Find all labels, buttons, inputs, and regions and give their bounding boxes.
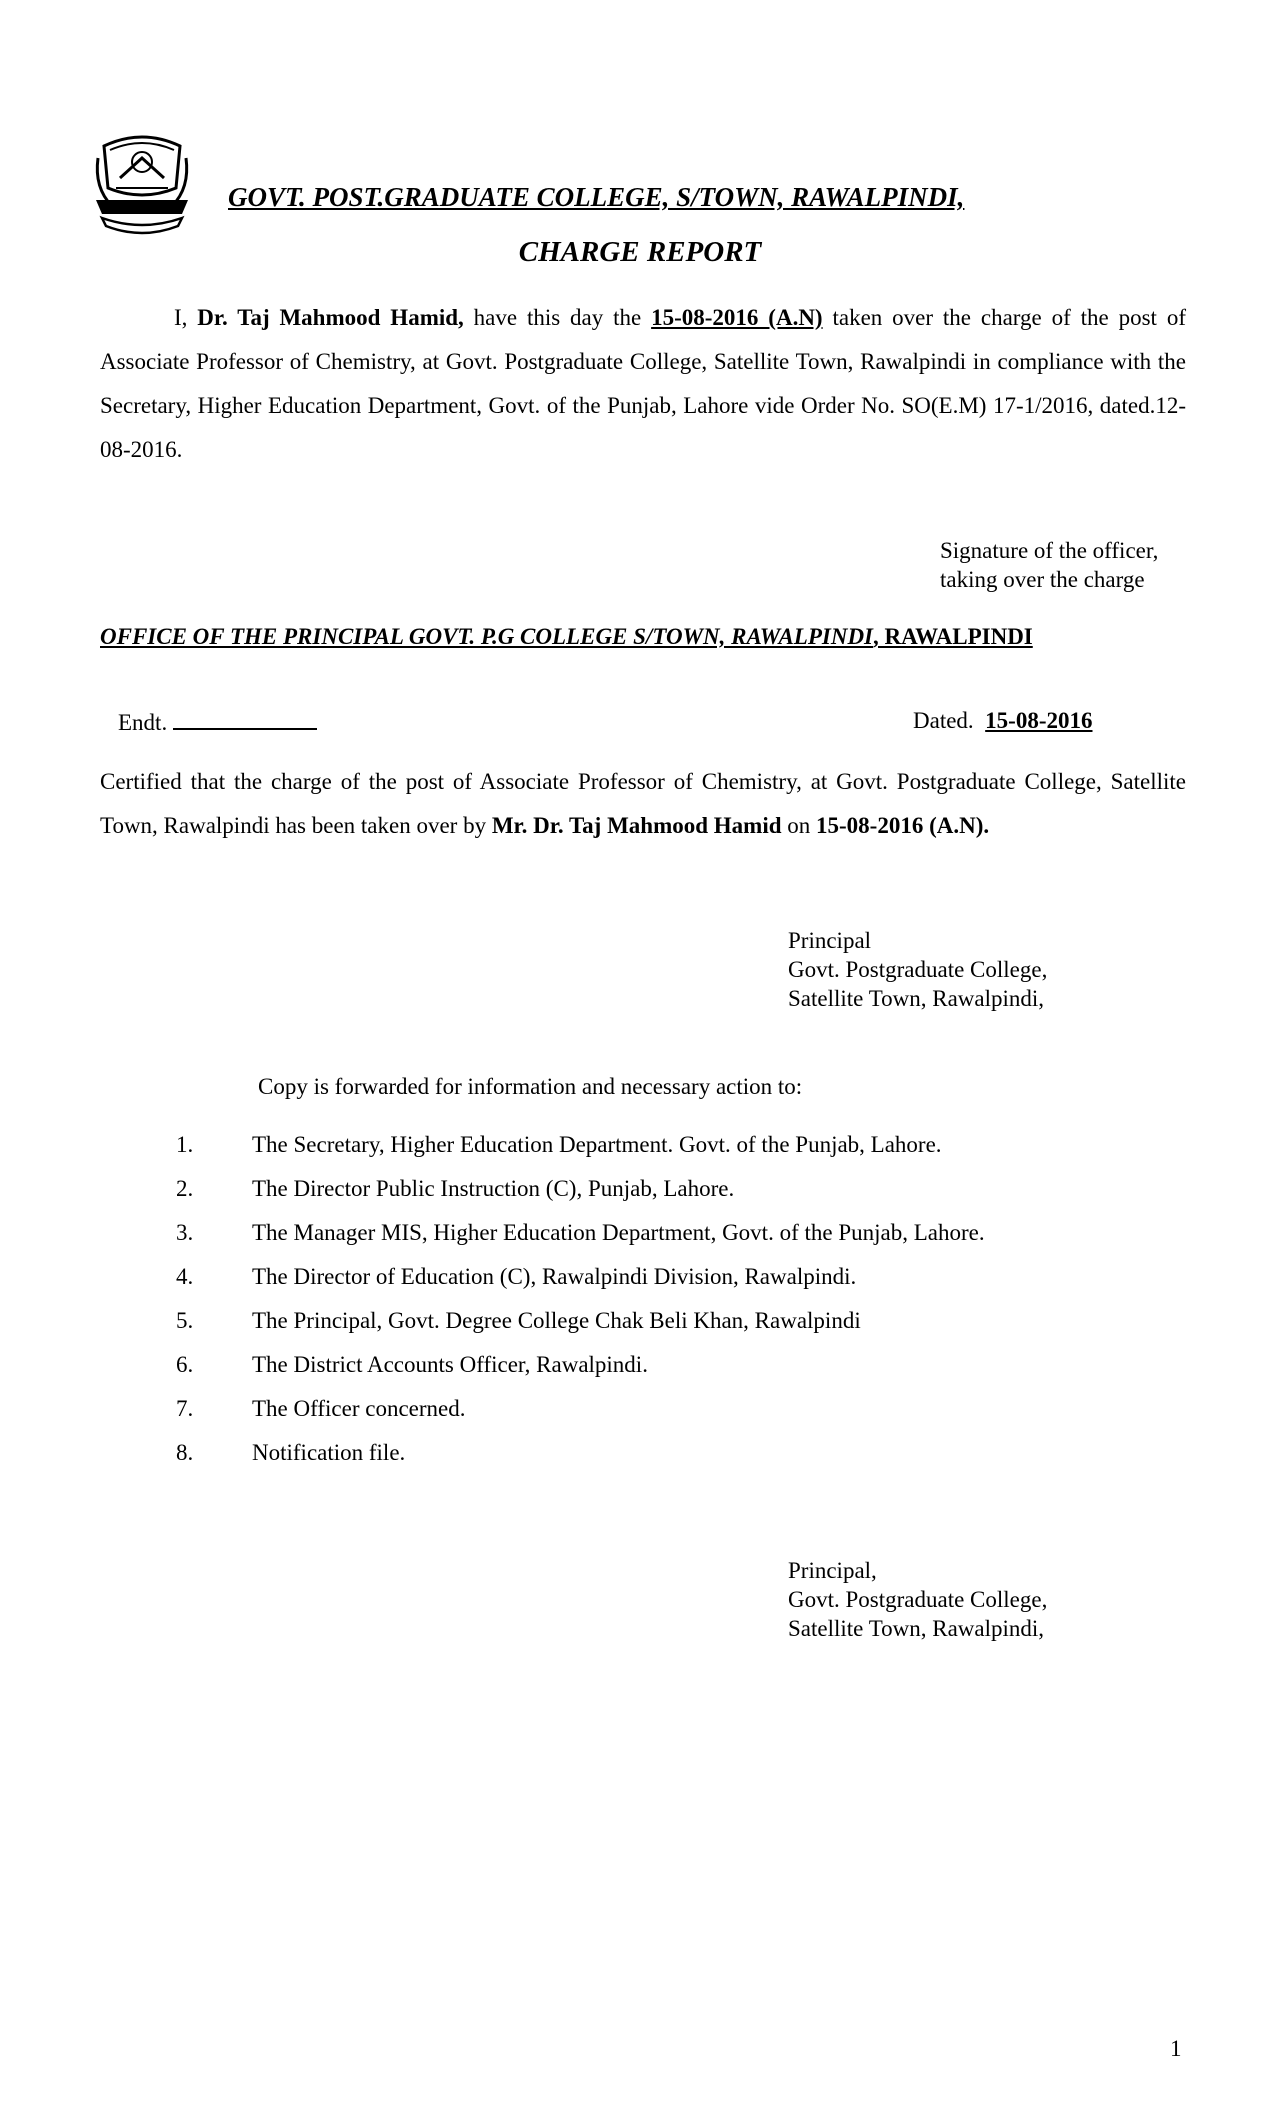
certificate-on: on xyxy=(787,813,811,838)
endorsement-date xyxy=(913,708,1093,734)
certificate-date: 15-08-2016 (A.N). xyxy=(816,813,990,838)
dated-value: 15-08-2016 xyxy=(985,708,1093,733)
principal-town: Satellite Town, Rawalpindi, xyxy=(788,1616,1045,1641)
charge-date: 15-08-2016 (A.N) xyxy=(651,305,823,330)
signature-line-2: taking over the charge xyxy=(940,567,1145,592)
copy-recipient-list xyxy=(176,1130,985,1482)
dated-label: Dated. xyxy=(913,708,974,733)
officer-signature-block xyxy=(940,536,1158,594)
forward-text: Copy is forwarded for information and necessary action to: xyxy=(258,1074,803,1099)
endorsement-number xyxy=(118,708,317,736)
list-item: 3. The Manager MIS, Higher Education Department, Govt. of the Punjab, Lahore. xyxy=(176,1220,985,1245)
list-item: 2. The Director Public Instruction (C), Punjab, Lahore. xyxy=(176,1176,735,1201)
office-heading-plain: , RAWALPINDI xyxy=(873,624,1033,649)
certificate-text: Certified that the charge of the post of Associate Professor of Chemistry, at Govt. Postgraduate College, Satellite Town, Rawalpindi has been taken over by xyxy=(100,769,1186,838)
principal-signature-block-2 xyxy=(788,1556,1047,1643)
principal-title: Principal xyxy=(788,928,872,953)
certificate-statement xyxy=(100,760,1186,848)
principal-college: Govt. Postgraduate College, xyxy=(788,1587,1048,1612)
college-crest-icon xyxy=(90,128,194,238)
principal-signature-block xyxy=(788,926,1047,1013)
list-item: 8. Notification file. xyxy=(176,1440,406,1465)
intro-text: I, xyxy=(174,305,188,330)
endt-blank-line xyxy=(173,708,317,730)
certificate-name: Mr. Dr. Taj Mahmood Hamid xyxy=(491,813,782,838)
officer-name: Dr. Taj Mahmood Hamid, xyxy=(197,305,464,330)
statement-rest-text: taken over the charge of the post of Associate Professor of Chemistry, at Govt. Postgraduate College, Satellite Town, Rawalpindi in compliance with the Secretary, Higher Education Department, Govt. of the Punjab, Lahore vide Order No. SO(E.M) 17-1/2016, dated.12-08-2016. xyxy=(100,305,1186,462)
list-item: 6. The District Accounts Officer, Rawalpindi. xyxy=(176,1352,648,1377)
office-heading-italic: OFFICE OF THE PRINCIPAL GOVT. P.G COLLEGE S/TOWN, RAWALPINDI xyxy=(100,624,874,649)
list-item: 1. The Secretary, Higher Education Department. Govt. of the Punjab, Lahore. xyxy=(176,1132,942,1157)
list-item: 4. The Director of Education (C), Rawalpindi Division, Rawalpindi. xyxy=(176,1264,857,1289)
statement-mid-text: have this day the xyxy=(473,305,642,330)
list-item: 7. The Officer concerned. xyxy=(176,1396,466,1421)
page-number: 1 xyxy=(1170,2036,1182,2061)
signature-line-1: Signature of the officer, xyxy=(940,538,1159,563)
college-title: GOVT. POST.GRADUATE COLLEGE, S/TOWN, RAWALPINDI, xyxy=(228,182,965,212)
principal-college: Govt. Postgraduate College, xyxy=(788,957,1048,982)
office-heading xyxy=(100,624,1033,650)
charge-statement xyxy=(100,296,1186,472)
report-title: CHARGE REPORT xyxy=(518,236,762,268)
principal-title: Principal, xyxy=(788,1558,877,1583)
principal-town: Satellite Town, Rawalpindi, xyxy=(788,986,1045,1011)
list-item: 5. The Principal, Govt. Degree College Chak Beli Khan, Rawalpindi xyxy=(176,1308,861,1333)
endt-label: Endt. xyxy=(118,710,168,735)
